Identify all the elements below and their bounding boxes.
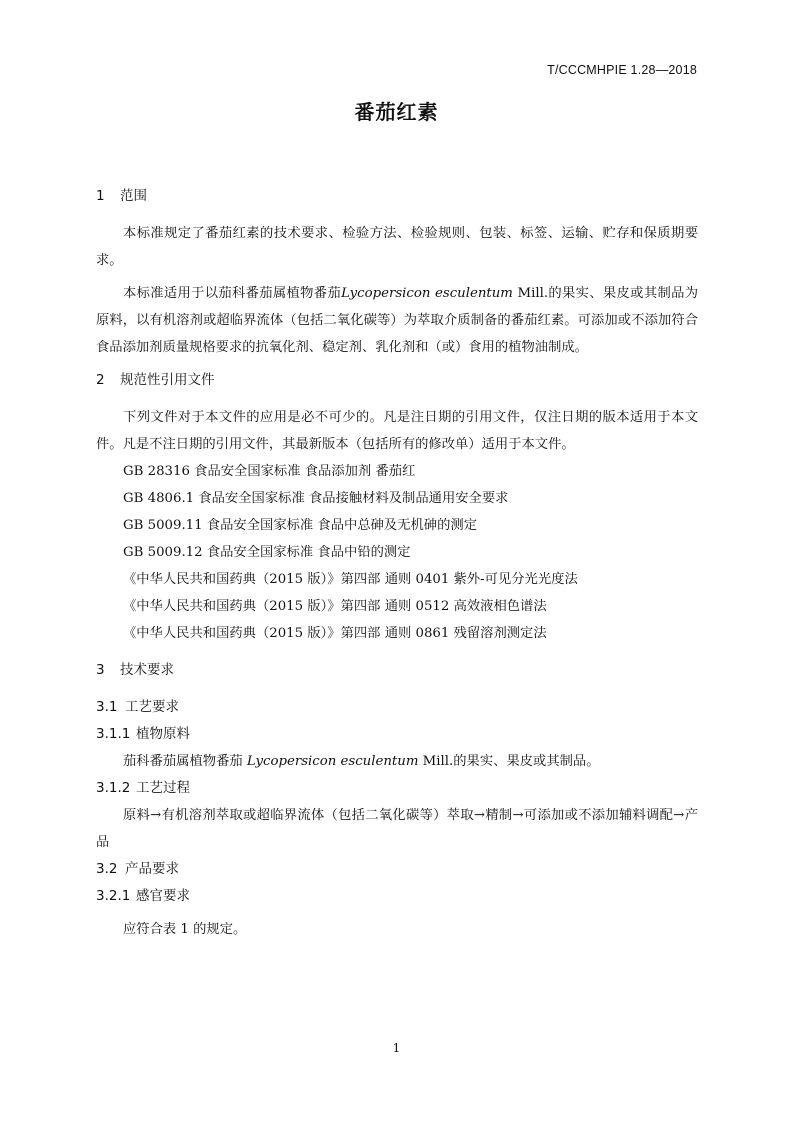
section-title: 产品要求: [125, 861, 179, 877]
section-title: 技术要求: [120, 662, 174, 678]
latin-name: Lycopersicon esculentum: [246, 754, 419, 769]
latin-name: Lycopersicon esculentum: [341, 286, 513, 301]
subsection-heading-plant-material: [96, 721, 698, 748]
section-title: 范围: [120, 188, 147, 204]
section-heading-normative-references: [96, 367, 698, 394]
reference-item: GB 5009.12 食品安全国家标准 食品中铅的测定: [123, 545, 411, 560]
scope-paragraph-2: [96, 280, 698, 361]
scope-paragraph-1: 本标准规定了番茄红素的技术要求、检验方法、检验规则、包装、标签、运输、贮存和保质期要求。: [96, 226, 698, 268]
document-body: [96, 183, 698, 943]
document-title: 番茄红素: [354, 100, 439, 124]
section-title: 工艺过程: [136, 780, 190, 796]
section-number: 3.1: [96, 699, 118, 715]
subsection-heading-sensory-requirements: [96, 883, 698, 910]
text-run: 本标准适用于以茄科番茄属植物番茄: [123, 286, 342, 301]
reference-item: 《中华人民共和国药典（2015 版）》第四部 通则 0861 残留溶剂测定法: [123, 626, 547, 641]
reference-item: GB 4806.1 食品安全国家标准 食品接触材料及制品通用安全要求: [123, 491, 509, 506]
section-number: 3.2: [96, 861, 118, 877]
section-title: 植物原料: [136, 726, 190, 742]
page-number: 1: [392, 1041, 401, 1055]
section-heading-scope: [96, 183, 698, 210]
section-heading-technical-requirements: [96, 657, 698, 684]
process-flow-paragraph: 原料→有机溶剂萃取或超临界流体（包括二氧化碳等）萃取→精制→可添加或不添加辅料调配→产品: [96, 808, 698, 850]
text-run: Mill.的果实、果皮或其制品。: [418, 754, 600, 769]
text-run: Mill.的果实、果皮或其制品为原料，以有机溶剂或超临界流体（包括二氧化碳等）为萃取介质制备的番茄红素。可添加或不添加符合食品添加剂质量规格要求的抗氧化剂、稳定剂、乳化剂和（或）食用的植物油制成。: [96, 286, 698, 355]
section-number: 3: [96, 662, 105, 678]
section-number: 3.1.2: [96, 780, 131, 796]
section-number: 1: [96, 188, 105, 204]
reference-item: 《中华人民共和国药典（2015 版）》第四部 通则 0512 高效液相色谱法: [123, 599, 547, 614]
reference-item: 《中华人民共和国药典（2015 版）》第四部 通则 0401 紫外-可见分光光度法: [123, 572, 578, 587]
subsection-heading-process-flow: [96, 775, 698, 802]
references-intro-paragraph: 下列文件对于本文件的应用是必不可少的。凡是注日期的引用文件，仅注日期的版本适用于本文件。凡是不注日期的引用文件，其最新版本（包括所有的修改单）适用于本文件。: [96, 410, 698, 452]
sensory-requirements-paragraph: 应符合表 1 的规定。: [123, 922, 247, 937]
standard-code: T/CCCMHPIE 1.28—2018: [547, 63, 697, 77]
subsection-heading-product-requirements: [96, 856, 698, 883]
section-number: 3.1.1: [96, 726, 131, 742]
subsection-heading-process-requirements: [96, 694, 698, 721]
section-number: 2: [96, 372, 105, 388]
reference-item: GB 28316 食品安全国家标准 食品添加剂 番茄红: [123, 464, 416, 479]
section-title: 规范性引用文件: [120, 372, 215, 388]
text-run: 茄科番茄属植物番茄: [123, 754, 247, 769]
section-number: 3.2.1: [96, 888, 131, 904]
reference-item: GB 5009.11 食品安全国家标准 食品中总砷及无机砷的测定: [123, 518, 477, 533]
section-title: 感官要求: [136, 888, 190, 904]
plant-material-paragraph: [96, 748, 698, 775]
section-title: 工艺要求: [125, 699, 179, 715]
